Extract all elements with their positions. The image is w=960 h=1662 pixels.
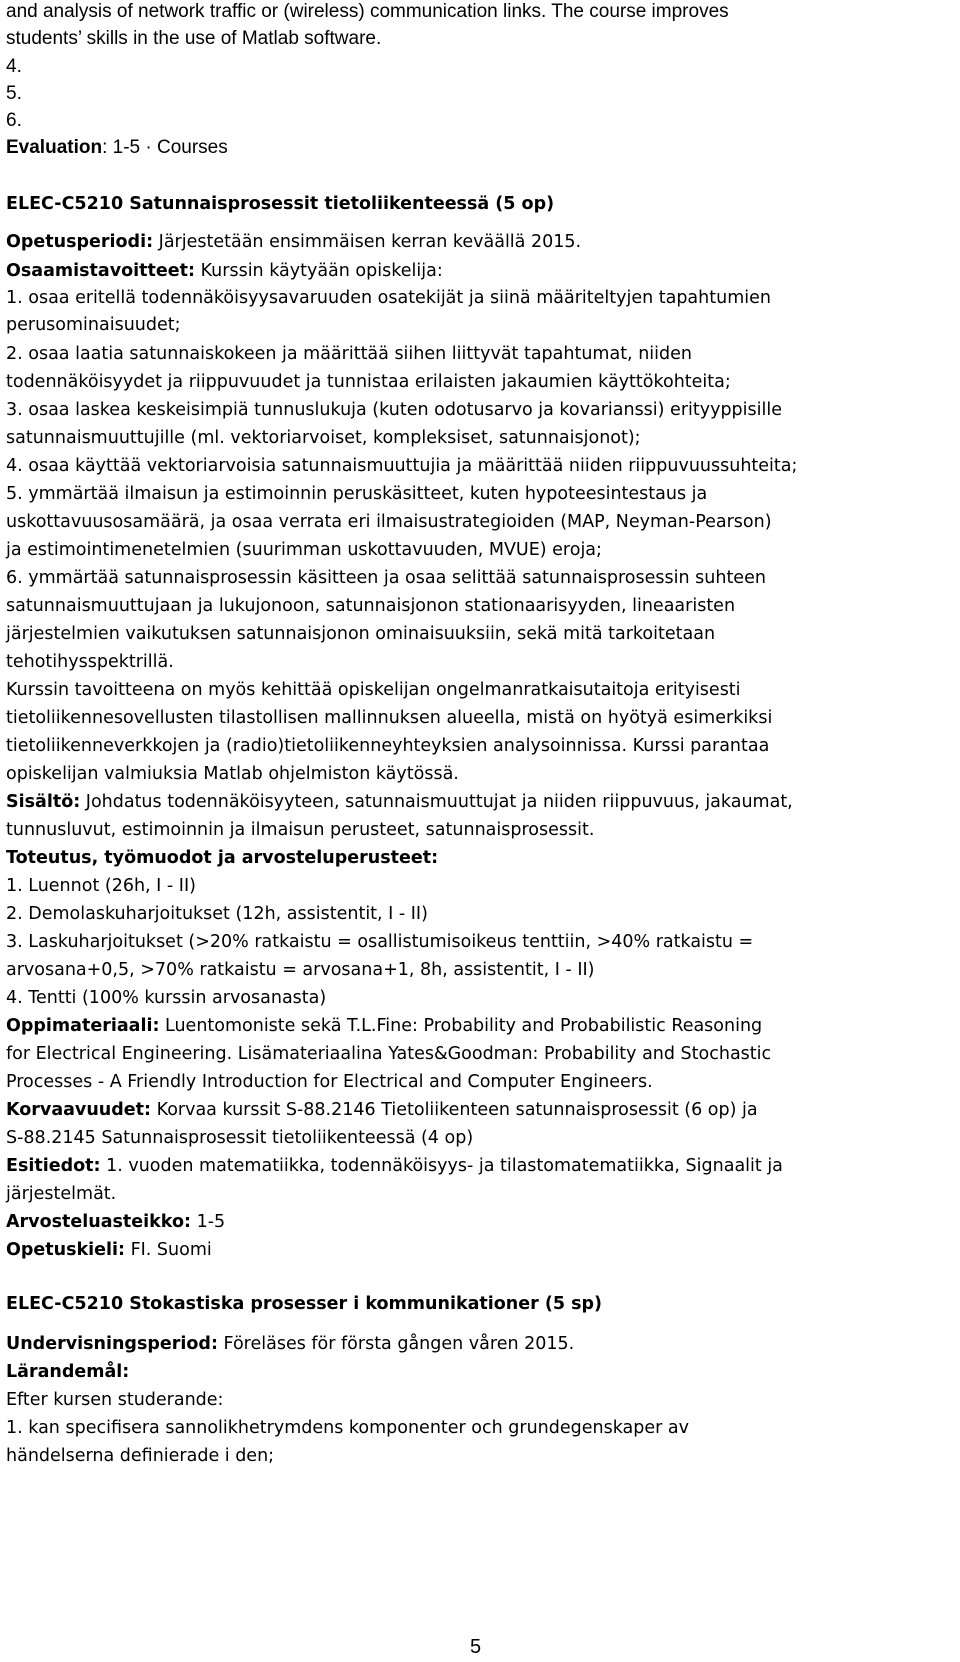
field-value: : 1-5 · Courses	[102, 137, 228, 158]
text-line: uskottavuusosamäärä, ja osaa verrata eri ilmaisustrategioiden (MAP, Neyman-Pearson)	[6, 512, 772, 532]
field-label: Opetuskieli:	[6, 1240, 126, 1260]
grading-scale-line	[6, 1209, 225, 1235]
field-label: Opetusperiodi:	[6, 232, 154, 252]
text-line: 4. Tentti (100% kurssin arvosanasta)	[6, 988, 327, 1008]
list-marker: 6.	[6, 110, 22, 131]
text-line: järjestelmät.	[6, 1184, 117, 1204]
text-line: tunnusluvut, estimoinnin ja ilmaisun perusteet, satunnaisprosessit.	[6, 820, 595, 840]
material-line	[6, 1013, 762, 1039]
text-line: 1. kan specifisera sannolikhetrymdens komponenter och grundegenskaper av	[6, 1418, 689, 1438]
field-label: Oppimateriaali:	[6, 1016, 160, 1036]
field-value: FI. Suomi	[125, 1240, 212, 1260]
text-line: 2. osaa laatia satunnaiskokeen ja määrittää siihen liittyvät tapahtumat, niiden	[6, 344, 692, 364]
field-value: 1-5	[191, 1212, 226, 1232]
field-value: Korvaa kurssit S-88.2146 Tietoliikenteen satunnaisprosessit (6 op) ja	[151, 1100, 758, 1120]
text-line: perusominaisuudet;	[6, 315, 181, 335]
implementation-heading: Toteutus, työmuodot ja arvosteluperusteet:	[6, 848, 439, 868]
teaching-period-line	[6, 229, 581, 255]
field-label: Esitiedot:	[6, 1156, 101, 1176]
page-number: 5	[470, 1636, 482, 1658]
learning-outcomes-line	[6, 258, 443, 284]
substitutes-line	[6, 1097, 758, 1123]
field-value: Föreläses för första gången våren 2015.	[217, 1334, 575, 1354]
list-marker: 4.	[6, 56, 22, 77]
text-line: 3. Laskuharjoitukset (>20% ratkaistu = osallistumisoikeus tenttiin, >40% ratkaistu =	[6, 932, 754, 952]
field-label: Arvosteluasteikko:	[6, 1212, 191, 1232]
text-line: tehotihysspektrillä.	[6, 652, 174, 672]
field-label: Osaamistavoitteet:	[6, 261, 195, 281]
text-line: opiskelijan valmiuksia Matlab ohjelmiston käytössä.	[6, 764, 459, 784]
list-marker: 5.	[6, 83, 22, 104]
text-line: Efter kursen studerande:	[6, 1390, 224, 1410]
text-line: 3. osaa laskea keskeisimpiä tunnuslukuja (kuten odotusarvo ja kovarianssi) erityyppisille	[6, 400, 782, 420]
field-label: Evaluation	[6, 137, 103, 158]
text-line: händelserna definierade i den;	[6, 1446, 275, 1466]
field-value: Luentomoniste sekä T.L.Fine: Probability and Probabilistic Reasoning	[159, 1016, 763, 1036]
field-value: Kurssin käytyään opiskelija:	[195, 261, 443, 281]
text-line: arvosana+0,5, >70% ratkaistu = arvosana+1, 8h, assistentit, I - II)	[6, 960, 595, 980]
field-label: Undervisningsperiod:	[6, 1334, 218, 1354]
field-value: Järjestetään ensimmäisen kerran keväällä 2015.	[153, 232, 582, 252]
text-line: tietoliikenneverkkojen ja (radio)tietoliikenneyhteyksien analysoinnissa. Kurssi parantaa	[6, 736, 770, 756]
text-line: 6. ymmärtää satunnaisprosessin käsitteen ja osaa selittää satunnaisprosessin suhteen	[6, 568, 766, 588]
text-line: students’ skills in the use of Matlab software.	[6, 28, 382, 49]
text-line: järjestelmien vaikutuksen satunnaisjonon ominaisuuksiin, sekä mitä tarkoitetaan	[6, 624, 716, 644]
field-label: Sisältö:	[6, 792, 81, 812]
text-line: tietoliikennesovellusten tilastollisen mallinnuksen alueella, mistä on hyötyä esimerkiksi	[6, 708, 773, 728]
course-title-fi: ELEC-C5210 Satunnaisprosessit tietoliikenteessä (5 op)	[6, 194, 555, 214]
learning-outcomes-sv-heading: Lärandemål:	[6, 1362, 130, 1382]
field-value: 1. vuoden matematiikka, todennäköisyys- ja tilastomatematiikka, Signaalit ja	[100, 1156, 783, 1176]
text-line: 4. osaa käyttää vektoriarvoisia satunnaismuuttujia ja määrittää niiden riippuvuussuhteita;	[6, 456, 798, 476]
content-line	[6, 789, 793, 815]
field-label: Korvaavuudet:	[6, 1100, 152, 1120]
evaluation-line	[6, 135, 228, 161]
text-line: todennäköisyydet ja riippuvuudet ja tunnistaa erilaisten jakaumien käyttökohteita;	[6, 372, 731, 392]
text-line: 1. osaa eritellä todennäköisyysavaruuden osatekijät ja siinä määriteltyjen tapahtumien	[6, 288, 771, 308]
prerequisites-line	[6, 1153, 783, 1179]
text-line: S-88.2145 Satunnaisprosessit tietoliikenteessä (4 op)	[6, 1128, 474, 1148]
teaching-period-sv-line	[6, 1331, 574, 1357]
text-line: for Electrical Engineering. Lisämateriaalina Yates&Goodman: Probability and Stochastic	[6, 1044, 772, 1064]
text-line: Processes - A Friendly Introduction for Electrical and Computer Engineers.	[6, 1072, 653, 1092]
language-line	[6, 1237, 212, 1263]
course-title-sv: ELEC-C5210 Stokastiska prosesser i kommunikationer (5 sp)	[6, 1294, 603, 1314]
text-line: Kurssin tavoitteena on myös kehittää opiskelijan ongelmanratkaisutaitoja erityisesti	[6, 680, 741, 700]
text-line: satunnaismuuttujaan ja lukujonoon, satunnaisjonon stationaarisyyden, lineaaristen	[6, 596, 736, 616]
text-line: ja estimointimenetelmien (suurimman uskottavuuden, MVUE) eroja;	[6, 540, 602, 560]
text-line: and analysis of network traffic or (wireless) communication links. The course improves	[6, 1, 729, 22]
text-line: 2. Demolaskuharjoitukset (12h, assistentit, I - II)	[6, 904, 428, 924]
text-line: satunnaismuuttujille (ml. vektoriarvoiset, kompleksiset, satunnaisjonot);	[6, 428, 641, 448]
field-value: Johdatus todennäköisyyteen, satunnaismuuttujat ja niiden riippuvuus, jakaumat,	[80, 792, 793, 812]
text-line: 5. ymmärtää ilmaisun ja estimoinnin peruskäsitteet, kuten hypoteesintestaus ja	[6, 484, 708, 504]
text-line: 1. Luennot (26h, I - II)	[6, 876, 196, 896]
